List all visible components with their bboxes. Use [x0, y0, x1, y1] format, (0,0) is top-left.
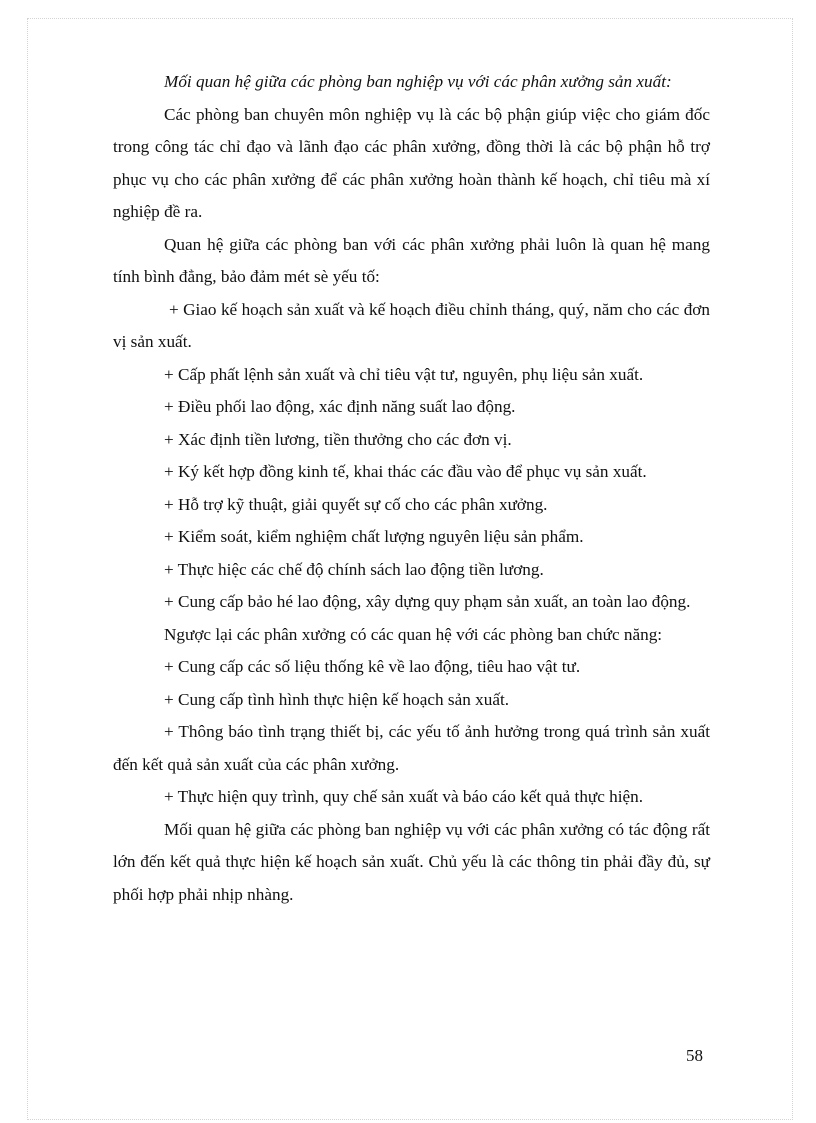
workshop-item: + Thông báo tình trạng thiết bị, các yếu tố ảnh hưởng trong quá trình sản xuất đến kết quả sản xuất của các phân xưởng.: [113, 722, 710, 774]
dept-item: + Hỗ trợ kỹ thuật, giải quyết sự cố cho các phân xưởng.: [164, 494, 548, 514]
document-body: [113, 66, 710, 911]
workshop-item: + Thực hiện quy trình, quy chế sản xuất và báo cáo kết quả thực hiện.: [164, 787, 644, 806]
dept-item: + Cấp phất lệnh sản xuất và chỉ tiêu vật tư, nguyên, phụ liệu sản xuất.: [164, 364, 644, 384]
intro-paragraph: Các phòng ban chuyên môn nghiệp vụ là các bộ phận giúp việc cho giám đốc trong công tác chỉ đạo và lãnh đạo các phân xưởng, đồng thời là các bộ phận hỗ trợ phục vụ cho các phân xưởng để các phân xưởng hoàn thành kế hoạch, chỉ tiêu mà xí nghiệp đề ra.: [113, 104, 710, 221]
dept-item: + Kiểm soát, kiểm nghiệm chất lượng nguyên liệu sản phẩm.: [164, 527, 584, 546]
section-heading: Mối quan hệ giữa các phòng ban nghiệp vụ với các phân xưởng sản xuất:: [164, 72, 672, 91]
dept-item: + Cung cấp bảo hé lao động, xây dựng quy phạm sản xuất, an toàn lao động.: [164, 592, 691, 611]
dept-item: + Giao kế hoạch sản xuất và kế hoạch điều chỉnh tháng, quý, năm cho các đơn vị sản xuất.: [113, 299, 710, 351]
relation-intro-paragraph: Quan hệ giữa các phòng ban với các phân xưởng phải luôn là quan hệ mang tính bình đẳng, bảo đảm mét sè yếu tố:: [113, 234, 710, 286]
dept-item: + Ký kết hợp đồng kinh tế, khai thác các đầu vào để phục vụ sản xuất.: [164, 462, 647, 481]
dept-item: + Điều phối lao động, xác định năng suất lao động.: [164, 397, 516, 416]
reverse-intro-paragraph: Ngược lại các phân xưởng có các quan hệ với các phòng ban chức năng:: [164, 624, 663, 644]
dept-item: + Thực hiệc các chế độ chính sách lao động tiền lương.: [164, 559, 544, 579]
conclusion-paragraph: Mối quan hệ giữa các phòng ban nghiệp vụ với các phân xưởng có tác động rất lớn đến kết quả thực hiện kế hoạch sản xuất. Chủ yếu là các thông tin phải đầy đủ, sự phối hợp phải nhịp nhàng.: [113, 819, 710, 904]
page-number: 58: [686, 1046, 703, 1065]
workshop-item: + Cung cấp tình hình thực hiện kế hoạch sản xuất.: [164, 689, 510, 709]
workshop-item: + Cung cấp các số liệu thống kê về lao động, tiêu hao vật tư.: [164, 657, 581, 676]
dept-item: + Xác định tiền lương, tiền thưởng cho các đơn vị.: [164, 429, 512, 449]
